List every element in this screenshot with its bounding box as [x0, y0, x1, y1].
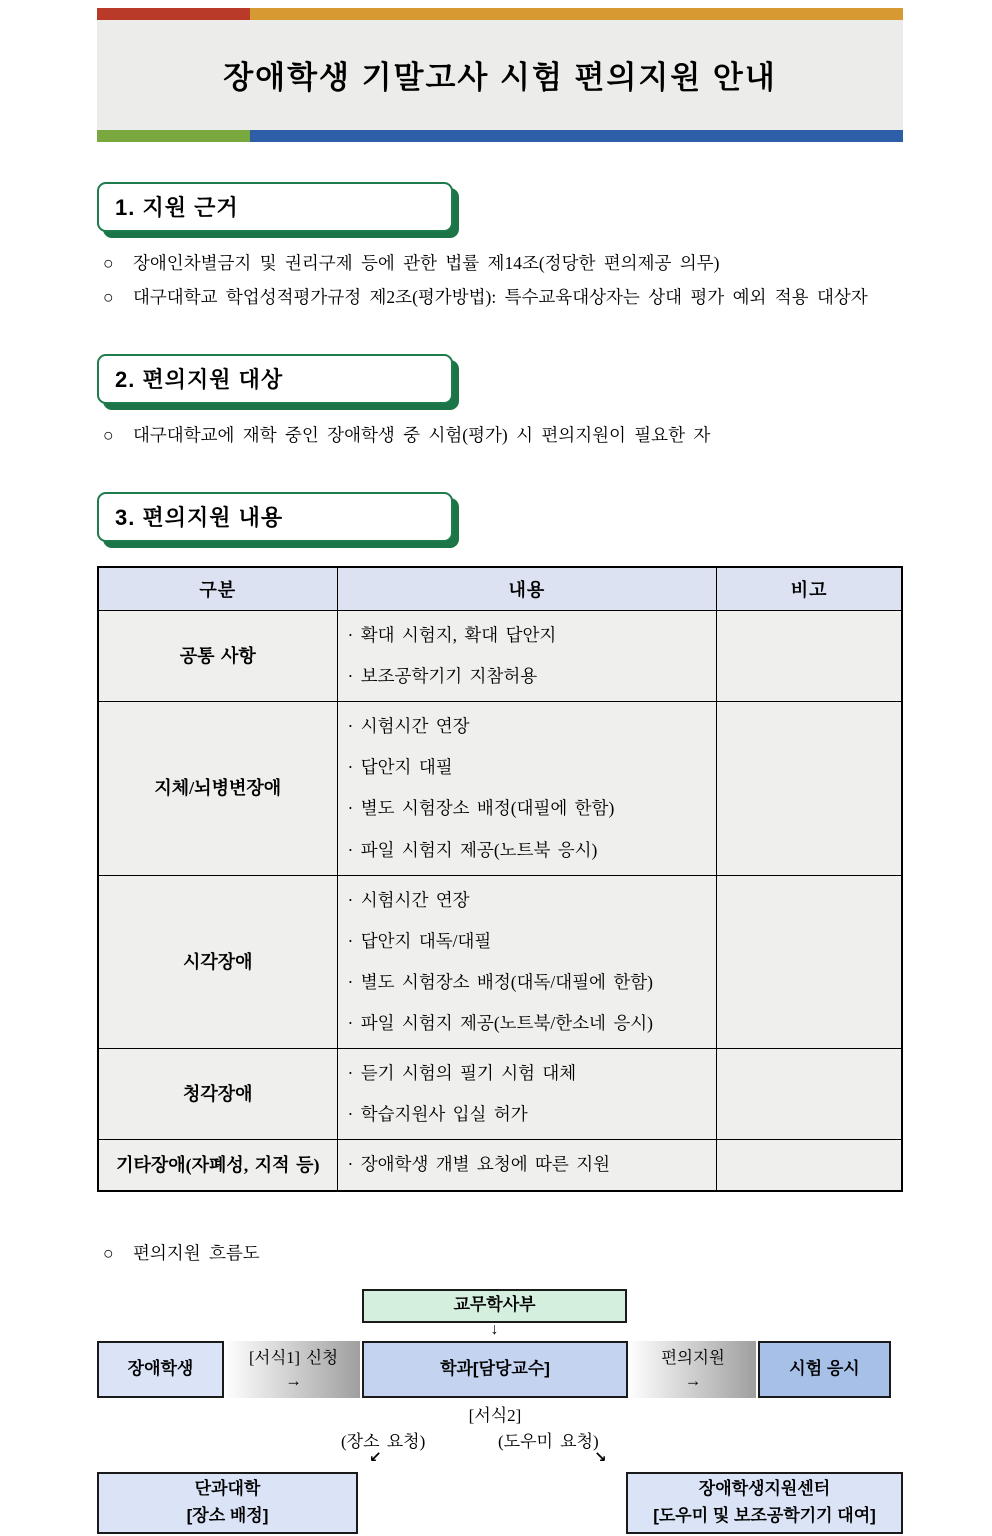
- helper-request-label: (도우미 요청): [498, 1431, 599, 1451]
- section-heading-support-basis: [97, 182, 453, 232]
- section-2-bullets: [97, 418, 903, 452]
- table-row-visual: [98, 875, 902, 1049]
- circle-bullet-icon: ○: [103, 252, 114, 273]
- content-cell: [337, 1049, 717, 1140]
- note-cell: [717, 610, 902, 701]
- column-header-note: 비고: [717, 567, 902, 611]
- section-1-bullets: [97, 246, 903, 314]
- section-heading-label: 2. 편의지원 대상: [115, 366, 284, 392]
- note-cell: [717, 1049, 902, 1140]
- content-line: · 듣기 시험의 필기 시험 대체: [347, 1063, 577, 1084]
- section-heading-support-content: [97, 492, 453, 542]
- bullet-text: 대구대학교에 재학 중인 장애학생 중 시험(평가) 시 편의지원이 필요한 자: [133, 424, 711, 445]
- bullet-item: [97, 418, 903, 452]
- table-header-row: [98, 567, 902, 611]
- table-row-physical: [98, 702, 902, 876]
- flowchart-heading: [97, 1236, 903, 1270]
- category-cell: 기타장애(자폐성, 지적 등): [98, 1140, 337, 1191]
- flow-box-college: [97, 1472, 358, 1534]
- bullet-item: [97, 1236, 903, 1270]
- section-heading-label: 1. 지원 근거: [115, 194, 239, 220]
- flow-box-support-center: [626, 1472, 903, 1534]
- category-cell: 청각장애: [98, 1049, 337, 1140]
- content-cell: [337, 610, 717, 701]
- content-line: · 시험시간 연장: [347, 889, 470, 910]
- note-cell: [717, 1140, 902, 1191]
- bottom-bar-green-segment: [97, 130, 250, 142]
- content-line: · 답안지 대독/대필: [347, 930, 492, 951]
- content-line: · 파일 시험지 제공(노트북/한소네 응시): [347, 1013, 653, 1034]
- bullet-item: [97, 280, 903, 314]
- connector-label: [서식1] 신청: [248, 1348, 339, 1368]
- note-cell: [717, 875, 902, 1049]
- flow-box-department: 학과[담당교수]: [362, 1341, 628, 1398]
- down-arrow-icon: ↓: [490, 1320, 499, 1338]
- content-line: · 학습지원사 입실 허가: [347, 1104, 528, 1125]
- content-line: · 별도 시험장소 배정(대독/대필에 한함): [347, 971, 653, 992]
- support-flowchart: [97, 1284, 903, 1536]
- header-bottom-bar: [97, 130, 903, 142]
- category-cell: 지체/뇌병변장애: [98, 702, 337, 876]
- content-line: · 장애학생 개별 요청에 따른 지원: [347, 1154, 611, 1175]
- place-request-label: (장소 요청): [341, 1431, 426, 1451]
- table-row-hearing: [98, 1049, 902, 1140]
- bullet-text: 대구대학교 학업성적평가규정 제2조(평가방법): 특수교육대상자는 상대 평가 예외 적용 대상자: [133, 286, 868, 307]
- flow-connector-application: [227, 1341, 360, 1398]
- college-role: [장소 배정]: [186, 1505, 269, 1525]
- section-heading-label: 3. 편의지원 내용: [115, 504, 284, 530]
- note-cell: [717, 702, 902, 876]
- college-name: 단과대학: [194, 1479, 261, 1499]
- content-line: · 보조공학기기 지참허용: [347, 666, 538, 687]
- category-cell: 공통 사항: [98, 610, 337, 701]
- content-cell: [337, 702, 717, 876]
- flowchart-heading-label: 편의지원 흐름도: [133, 1242, 260, 1263]
- column-header-content: 내용: [337, 567, 717, 611]
- right-arrow-icon: →: [684, 1371, 702, 1391]
- center-name: 장애학생지원센터: [698, 1479, 831, 1499]
- content-line: · 파일 시험지 제공(노트북 응시): [347, 839, 598, 860]
- section-heading-support-target: [97, 354, 453, 404]
- content-line: · 답안지 대필: [347, 757, 453, 778]
- content-line: · 별도 시험장소 배정(대필에 한함): [347, 798, 615, 819]
- column-header-category: 구분: [98, 567, 337, 611]
- category-cell: 시각장애: [98, 875, 337, 1049]
- circle-bullet-icon: ○: [103, 424, 114, 445]
- flow-box-disabled-student: 장애학생: [97, 1341, 224, 1398]
- header-top-bar: [97, 8, 903, 20]
- page-title: 장애학생 기말고사 시험 편의지원 안내: [223, 60, 777, 96]
- table-row-common: [98, 610, 902, 701]
- bullet-text: 장애인차별금지 및 권리구제 등에 관한 법률 제14조(정당한 편의제공 의무): [133, 252, 720, 273]
- bottom-bar-blue-segment: [250, 130, 903, 142]
- right-arrow-icon: →: [285, 1371, 302, 1391]
- form2-label: [서식2]: [468, 1405, 522, 1425]
- down-left-arrow-icon: ↙: [369, 1448, 382, 1466]
- content-cell: [337, 1140, 717, 1191]
- circle-bullet-icon: ○: [103, 286, 114, 307]
- connector-label: 편의지원: [661, 1348, 725, 1368]
- top-bar-orange-segment: [250, 8, 903, 20]
- table-row-other: [98, 1140, 902, 1191]
- content-line: · 시험시간 연장: [347, 716, 470, 737]
- circle-bullet-icon: ○: [103, 1242, 114, 1263]
- flow-connector-support: [630, 1341, 756, 1398]
- down-right-arrow-icon: ↘: [594, 1448, 607, 1466]
- content-cell: [337, 875, 717, 1049]
- content-line: · 확대 시험지, 확대 답안지: [347, 624, 557, 645]
- bullet-item: [97, 246, 903, 280]
- flow-box-exam-taking: 시험 응시: [758, 1341, 891, 1398]
- top-bar-red-segment: [97, 8, 250, 20]
- flow-box-academic-affairs: 교무학사부: [362, 1289, 627, 1323]
- center-role: [도우미 및 보조공학기기 대여]: [653, 1505, 876, 1525]
- support-table: [97, 566, 903, 1192]
- header-banner: [97, 8, 903, 142]
